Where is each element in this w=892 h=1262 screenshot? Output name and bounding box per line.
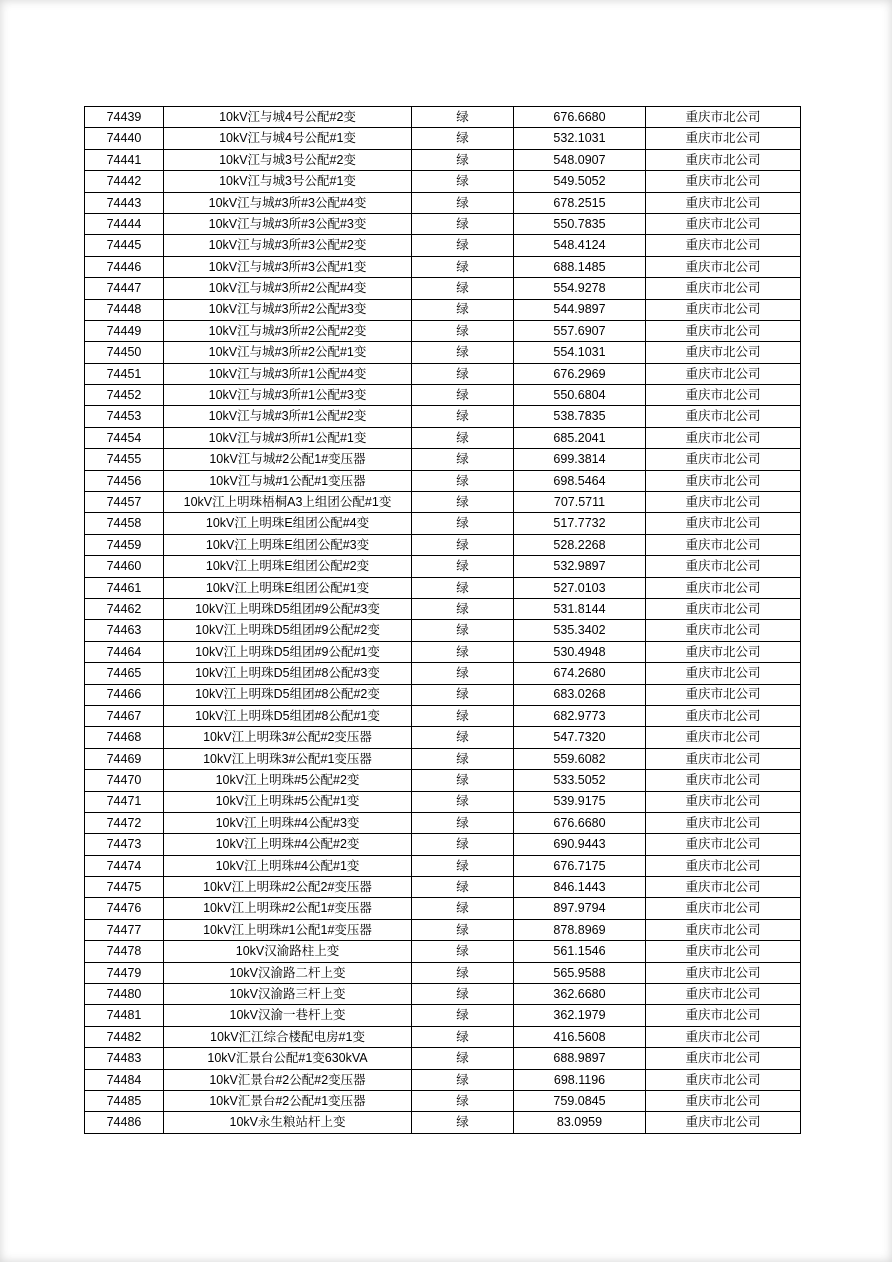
value-cell: 878.8969	[514, 919, 646, 940]
row-id-cell: 74465	[85, 663, 164, 684]
value-cell: 549.5052	[514, 171, 646, 192]
value-cell: 707.5711	[514, 492, 646, 513]
device-name-cell: 10kV汇景台#2公配#2变压器	[164, 1069, 412, 1090]
table-row	[85, 770, 801, 791]
table-row	[85, 363, 801, 384]
row-id-cell: 74476	[85, 898, 164, 919]
row-id-cell: 74442	[85, 171, 164, 192]
table-row	[85, 705, 801, 726]
value-cell: 565.9588	[514, 962, 646, 983]
table-row	[85, 556, 801, 577]
status-cell: 绿	[412, 1069, 514, 1090]
company-cell: 重庆市北公司	[646, 641, 801, 662]
device-name-cell: 10kV汉渝路三杆上变	[164, 984, 412, 1005]
value-cell: 698.5464	[514, 470, 646, 491]
row-id-cell: 74468	[85, 727, 164, 748]
device-name-cell: 10kV江上明珠#2公配1#变压器	[164, 898, 412, 919]
company-cell: 重庆市北公司	[646, 406, 801, 427]
row-id-cell: 74479	[85, 962, 164, 983]
company-cell: 重庆市北公司	[646, 1112, 801, 1133]
row-id-cell: 74471	[85, 791, 164, 812]
company-cell: 重庆市北公司	[646, 855, 801, 876]
device-name-cell: 10kV江与城#3所#2公配#1变	[164, 342, 412, 363]
row-id-cell: 74458	[85, 513, 164, 534]
value-cell: 688.1485	[514, 256, 646, 277]
company-cell: 重庆市北公司	[646, 598, 801, 619]
company-cell: 重庆市北公司	[646, 1090, 801, 1111]
device-name-cell: 10kV江与城#3所#2公配#3变	[164, 299, 412, 320]
device-name-cell: 10kV江与城4号公配#1变	[164, 128, 412, 149]
company-cell: 重庆市北公司	[646, 107, 801, 128]
device-name-cell: 10kV江上明珠D5组团#9公配#3变	[164, 598, 412, 619]
value-cell: 561.1546	[514, 941, 646, 962]
device-name-cell: 10kV江与城#1公配#1变压器	[164, 470, 412, 491]
value-cell: 678.2515	[514, 192, 646, 213]
device-name-cell: 10kV江与城#3所#1公配#2变	[164, 406, 412, 427]
status-cell: 绿	[412, 342, 514, 363]
status-cell: 绿	[412, 406, 514, 427]
device-name-cell: 10kV汇景台#2公配#1变压器	[164, 1090, 412, 1111]
row-id-cell: 74457	[85, 492, 164, 513]
row-id-cell: 74449	[85, 320, 164, 341]
device-name-cell: 10kV汉渝一巷杆上变	[164, 1005, 412, 1026]
company-cell: 重庆市北公司	[646, 149, 801, 170]
value-cell: 557.6907	[514, 320, 646, 341]
company-cell: 重庆市北公司	[646, 256, 801, 277]
status-cell: 绿	[412, 919, 514, 940]
device-name-cell: 10kV江与城#3所#3公配#1变	[164, 256, 412, 277]
company-cell: 重庆市北公司	[646, 1048, 801, 1069]
value-cell: 547.7320	[514, 727, 646, 748]
status-cell: 绿	[412, 534, 514, 555]
table-row	[85, 727, 801, 748]
value-cell: 676.6680	[514, 107, 646, 128]
table-body	[85, 107, 801, 1134]
table-row	[85, 149, 801, 170]
value-cell: 682.9773	[514, 705, 646, 726]
device-name-cell: 10kV江上明珠E组团公配#3变	[164, 534, 412, 555]
device-name-cell: 10kV江上明珠D5组团#9公配#2变	[164, 620, 412, 641]
status-cell: 绿	[412, 598, 514, 619]
table-row	[85, 791, 801, 812]
value-cell: 548.0907	[514, 149, 646, 170]
value-cell: 676.7175	[514, 855, 646, 876]
row-id-cell: 74482	[85, 1026, 164, 1047]
row-id-cell: 74484	[85, 1069, 164, 1090]
table-row	[85, 107, 801, 128]
table-row	[85, 962, 801, 983]
device-name-cell: 10kV江与城3号公配#1变	[164, 171, 412, 192]
table-row	[85, 213, 801, 234]
value-cell: 676.2969	[514, 363, 646, 384]
table-row	[85, 941, 801, 962]
status-cell: 绿	[412, 299, 514, 320]
company-cell: 重庆市北公司	[646, 492, 801, 513]
status-cell: 绿	[412, 941, 514, 962]
value-cell: 539.9175	[514, 791, 646, 812]
status-cell: 绿	[412, 427, 514, 448]
table-row	[85, 1026, 801, 1047]
value-cell: 759.0845	[514, 1090, 646, 1111]
table-row	[85, 128, 801, 149]
table-row	[85, 342, 801, 363]
value-cell: 559.6082	[514, 748, 646, 769]
table-row	[85, 513, 801, 534]
status-cell: 绿	[412, 663, 514, 684]
company-cell: 重庆市北公司	[646, 1069, 801, 1090]
device-name-cell: 10kV汉渝路二杆上变	[164, 962, 412, 983]
status-cell: 绿	[412, 984, 514, 1005]
status-cell: 绿	[412, 620, 514, 641]
value-cell: 846.1443	[514, 877, 646, 898]
table-row	[85, 812, 801, 833]
value-cell: 674.2680	[514, 663, 646, 684]
row-id-cell: 74480	[85, 984, 164, 1005]
table-row	[85, 1090, 801, 1111]
device-name-cell: 10kV江上明珠E组团公配#4变	[164, 513, 412, 534]
device-name-cell: 10kV江上明珠#4公配#1变	[164, 855, 412, 876]
table-row	[85, 449, 801, 470]
status-cell: 绿	[412, 278, 514, 299]
value-cell: 554.9278	[514, 278, 646, 299]
row-id-cell: 74439	[85, 107, 164, 128]
status-cell: 绿	[412, 770, 514, 791]
device-name-cell: 10kV江与城#3所#3公配#4变	[164, 192, 412, 213]
row-id-cell: 74485	[85, 1090, 164, 1111]
table-row	[85, 877, 801, 898]
table-row	[85, 641, 801, 662]
substation-table	[84, 106, 801, 1134]
company-cell: 重庆市北公司	[646, 235, 801, 256]
status-cell: 绿	[412, 171, 514, 192]
row-id-cell: 74454	[85, 427, 164, 448]
device-name-cell: 10kV江上明珠#5公配#1变	[164, 791, 412, 812]
company-cell: 重庆市北公司	[646, 812, 801, 833]
table-row	[85, 598, 801, 619]
device-name-cell: 10kV汇景台公配#1变630kVA	[164, 1048, 412, 1069]
row-id-cell: 74461	[85, 577, 164, 598]
device-name-cell: 10kV江上明珠#2公配2#变压器	[164, 877, 412, 898]
row-id-cell: 74459	[85, 534, 164, 555]
company-cell: 重庆市北公司	[646, 791, 801, 812]
company-cell: 重庆市北公司	[646, 556, 801, 577]
value-cell: 533.5052	[514, 770, 646, 791]
device-name-cell: 10kV汉渝路柱上变	[164, 941, 412, 962]
table-row	[85, 984, 801, 1005]
company-cell: 重庆市北公司	[646, 620, 801, 641]
status-cell: 绿	[412, 962, 514, 983]
company-cell: 重庆市北公司	[646, 770, 801, 791]
table-row	[85, 684, 801, 705]
row-id-cell: 74441	[85, 149, 164, 170]
table-row	[85, 256, 801, 277]
status-cell: 绿	[412, 470, 514, 491]
device-name-cell: 10kV江上明珠#5公配#2变	[164, 770, 412, 791]
company-cell: 重庆市北公司	[646, 834, 801, 855]
table-row	[85, 898, 801, 919]
company-cell: 重庆市北公司	[646, 427, 801, 448]
row-id-cell: 74478	[85, 941, 164, 962]
table-row	[85, 171, 801, 192]
status-cell: 绿	[412, 641, 514, 662]
device-name-cell: 10kV永生粮站杆上变	[164, 1112, 412, 1133]
row-id-cell: 74453	[85, 406, 164, 427]
device-name-cell: 10kV江上明珠3#公配#2变压器	[164, 727, 412, 748]
table-row	[85, 385, 801, 406]
row-id-cell: 74481	[85, 1005, 164, 1026]
status-cell: 绿	[412, 320, 514, 341]
value-cell: 532.9897	[514, 556, 646, 577]
status-cell: 绿	[412, 727, 514, 748]
table-row	[85, 834, 801, 855]
status-cell: 绿	[412, 449, 514, 470]
company-cell: 重庆市北公司	[646, 898, 801, 919]
company-cell: 重庆市北公司	[646, 278, 801, 299]
table-row	[85, 1112, 801, 1133]
table-row	[85, 406, 801, 427]
device-name-cell: 10kV江上明珠D5组团#9公配#1变	[164, 641, 412, 662]
row-id-cell: 74474	[85, 855, 164, 876]
value-cell: 531.8144	[514, 598, 646, 619]
status-cell: 绿	[412, 513, 514, 534]
company-cell: 重庆市北公司	[646, 919, 801, 940]
device-name-cell: 10kV江与城#3所#2公配#4变	[164, 278, 412, 299]
company-cell: 重庆市北公司	[646, 320, 801, 341]
table-row	[85, 855, 801, 876]
row-id-cell: 74467	[85, 705, 164, 726]
table-row	[85, 470, 801, 491]
device-name-cell: 10kV江上明珠3#公配#1变压器	[164, 748, 412, 769]
status-cell: 绿	[412, 834, 514, 855]
table-row	[85, 748, 801, 769]
company-cell: 重庆市北公司	[646, 449, 801, 470]
value-cell: 690.9443	[514, 834, 646, 855]
company-cell: 重庆市北公司	[646, 128, 801, 149]
company-cell: 重庆市北公司	[646, 534, 801, 555]
status-cell: 绿	[412, 684, 514, 705]
row-id-cell: 74466	[85, 684, 164, 705]
row-id-cell: 74460	[85, 556, 164, 577]
row-id-cell: 74472	[85, 812, 164, 833]
company-cell: 重庆市北公司	[646, 299, 801, 320]
table-row	[85, 919, 801, 940]
value-cell: 535.3402	[514, 620, 646, 641]
row-id-cell: 74443	[85, 192, 164, 213]
status-cell: 绿	[412, 385, 514, 406]
company-cell: 重庆市北公司	[646, 171, 801, 192]
value-cell: 699.3814	[514, 449, 646, 470]
status-cell: 绿	[412, 192, 514, 213]
table-row	[85, 577, 801, 598]
value-cell: 676.6680	[514, 812, 646, 833]
device-name-cell: 10kV江上明珠#1公配1#变压器	[164, 919, 412, 940]
value-cell: 528.2268	[514, 534, 646, 555]
row-id-cell: 74475	[85, 877, 164, 898]
device-name-cell: 10kV江上明珠E组团公配#2变	[164, 556, 412, 577]
row-id-cell: 74462	[85, 598, 164, 619]
device-name-cell: 10kV江上明珠D5组团#8公配#3变	[164, 663, 412, 684]
device-name-cell: 10kV江与城#3所#1公配#3变	[164, 385, 412, 406]
row-id-cell: 74446	[85, 256, 164, 277]
device-name-cell: 10kV江上明珠梧桐A3上组团公配#1变	[164, 492, 412, 513]
company-cell: 重庆市北公司	[646, 748, 801, 769]
status-cell: 绿	[412, 812, 514, 833]
value-cell: 554.1031	[514, 342, 646, 363]
company-cell: 重庆市北公司	[646, 684, 801, 705]
value-cell: 897.9794	[514, 898, 646, 919]
row-id-cell: 74464	[85, 641, 164, 662]
row-id-cell: 74463	[85, 620, 164, 641]
row-id-cell: 74477	[85, 919, 164, 940]
company-cell: 重庆市北公司	[646, 962, 801, 983]
status-cell: 绿	[412, 1112, 514, 1133]
row-id-cell: 74440	[85, 128, 164, 149]
status-cell: 绿	[412, 107, 514, 128]
status-cell: 绿	[412, 556, 514, 577]
company-cell: 重庆市北公司	[646, 342, 801, 363]
device-name-cell: 10kV江与城#2公配1#变压器	[164, 449, 412, 470]
table-row	[85, 620, 801, 641]
company-cell: 重庆市北公司	[646, 363, 801, 384]
company-cell: 重庆市北公司	[646, 727, 801, 748]
company-cell: 重庆市北公司	[646, 385, 801, 406]
value-cell: 688.9897	[514, 1048, 646, 1069]
value-cell: 517.7732	[514, 513, 646, 534]
status-cell: 绿	[412, 492, 514, 513]
company-cell: 重庆市北公司	[646, 577, 801, 598]
company-cell: 重庆市北公司	[646, 877, 801, 898]
row-id-cell: 74470	[85, 770, 164, 791]
value-cell: 538.7835	[514, 406, 646, 427]
company-cell: 重庆市北公司	[646, 705, 801, 726]
company-cell: 重庆市北公司	[646, 663, 801, 684]
device-name-cell: 10kV江上明珠#4公配#2变	[164, 834, 412, 855]
status-cell: 绿	[412, 149, 514, 170]
status-cell: 绿	[412, 1090, 514, 1111]
row-id-cell: 74451	[85, 363, 164, 384]
status-cell: 绿	[412, 748, 514, 769]
company-cell: 重庆市北公司	[646, 192, 801, 213]
status-cell: 绿	[412, 791, 514, 812]
status-cell: 绿	[412, 855, 514, 876]
value-cell: 83.0959	[514, 1112, 646, 1133]
status-cell: 绿	[412, 363, 514, 384]
table-row	[85, 299, 801, 320]
table-row	[85, 278, 801, 299]
company-cell: 重庆市北公司	[646, 470, 801, 491]
table-row	[85, 663, 801, 684]
value-cell: 548.4124	[514, 235, 646, 256]
row-id-cell: 74448	[85, 299, 164, 320]
table-row	[85, 235, 801, 256]
table-row	[85, 534, 801, 555]
status-cell: 绿	[412, 1048, 514, 1069]
table-row	[85, 1069, 801, 1090]
device-name-cell: 10kV江上明珠E组团公配#1变	[164, 577, 412, 598]
row-id-cell: 74455	[85, 449, 164, 470]
table-row	[85, 1005, 801, 1026]
value-cell: 698.1196	[514, 1069, 646, 1090]
row-id-cell: 74456	[85, 470, 164, 491]
table-row	[85, 1048, 801, 1069]
company-cell: 重庆市北公司	[646, 941, 801, 962]
value-cell: 685.2041	[514, 427, 646, 448]
value-cell: 362.6680	[514, 984, 646, 1005]
row-id-cell: 74469	[85, 748, 164, 769]
device-name-cell: 10kV江上明珠#4公配#3变	[164, 812, 412, 833]
status-cell: 绿	[412, 705, 514, 726]
device-name-cell: 10kV江与城4号公配#2变	[164, 107, 412, 128]
device-name-cell: 10kV江上明珠D5组团#8公配#2变	[164, 684, 412, 705]
device-name-cell: 10kV江与城#3所#2公配#2变	[164, 320, 412, 341]
value-cell: 683.0268	[514, 684, 646, 705]
value-cell: 544.9897	[514, 299, 646, 320]
row-id-cell: 74473	[85, 834, 164, 855]
device-name-cell: 10kV江与城#3所#3公配#3变	[164, 213, 412, 234]
status-cell: 绿	[412, 577, 514, 598]
row-id-cell: 74450	[85, 342, 164, 363]
device-name-cell: 10kV江与城3号公配#2变	[164, 149, 412, 170]
value-cell: 532.1031	[514, 128, 646, 149]
status-cell: 绿	[412, 1005, 514, 1026]
status-cell: 绿	[412, 877, 514, 898]
status-cell: 绿	[412, 213, 514, 234]
company-cell: 重庆市北公司	[646, 513, 801, 534]
status-cell: 绿	[412, 256, 514, 277]
row-id-cell: 74447	[85, 278, 164, 299]
company-cell: 重庆市北公司	[646, 213, 801, 234]
status-cell: 绿	[412, 898, 514, 919]
value-cell: 362.1979	[514, 1005, 646, 1026]
value-cell: 527.0103	[514, 577, 646, 598]
device-name-cell: 10kV江与城#3所#3公配#2变	[164, 235, 412, 256]
status-cell: 绿	[412, 235, 514, 256]
status-cell: 绿	[412, 1026, 514, 1047]
value-cell: 550.6804	[514, 385, 646, 406]
device-name-cell: 10kV江与城#3所#1公配#1变	[164, 427, 412, 448]
device-name-cell: 10kV江上明珠D5组团#8公配#1变	[164, 705, 412, 726]
company-cell: 重庆市北公司	[646, 984, 801, 1005]
device-name-cell: 10kV汇江综合楼配电房#1变	[164, 1026, 412, 1047]
table-row	[85, 427, 801, 448]
value-cell: 416.5608	[514, 1026, 646, 1047]
device-name-cell: 10kV江与城#3所#1公配#4变	[164, 363, 412, 384]
company-cell: 重庆市北公司	[646, 1026, 801, 1047]
value-cell: 530.4948	[514, 641, 646, 662]
row-id-cell: 74483	[85, 1048, 164, 1069]
row-id-cell: 74444	[85, 213, 164, 234]
table-row	[85, 492, 801, 513]
value-cell: 550.7835	[514, 213, 646, 234]
row-id-cell: 74452	[85, 385, 164, 406]
table-row	[85, 192, 801, 213]
row-id-cell: 74445	[85, 235, 164, 256]
status-cell: 绿	[412, 128, 514, 149]
row-id-cell: 74486	[85, 1112, 164, 1133]
table-row	[85, 320, 801, 341]
company-cell: 重庆市北公司	[646, 1005, 801, 1026]
